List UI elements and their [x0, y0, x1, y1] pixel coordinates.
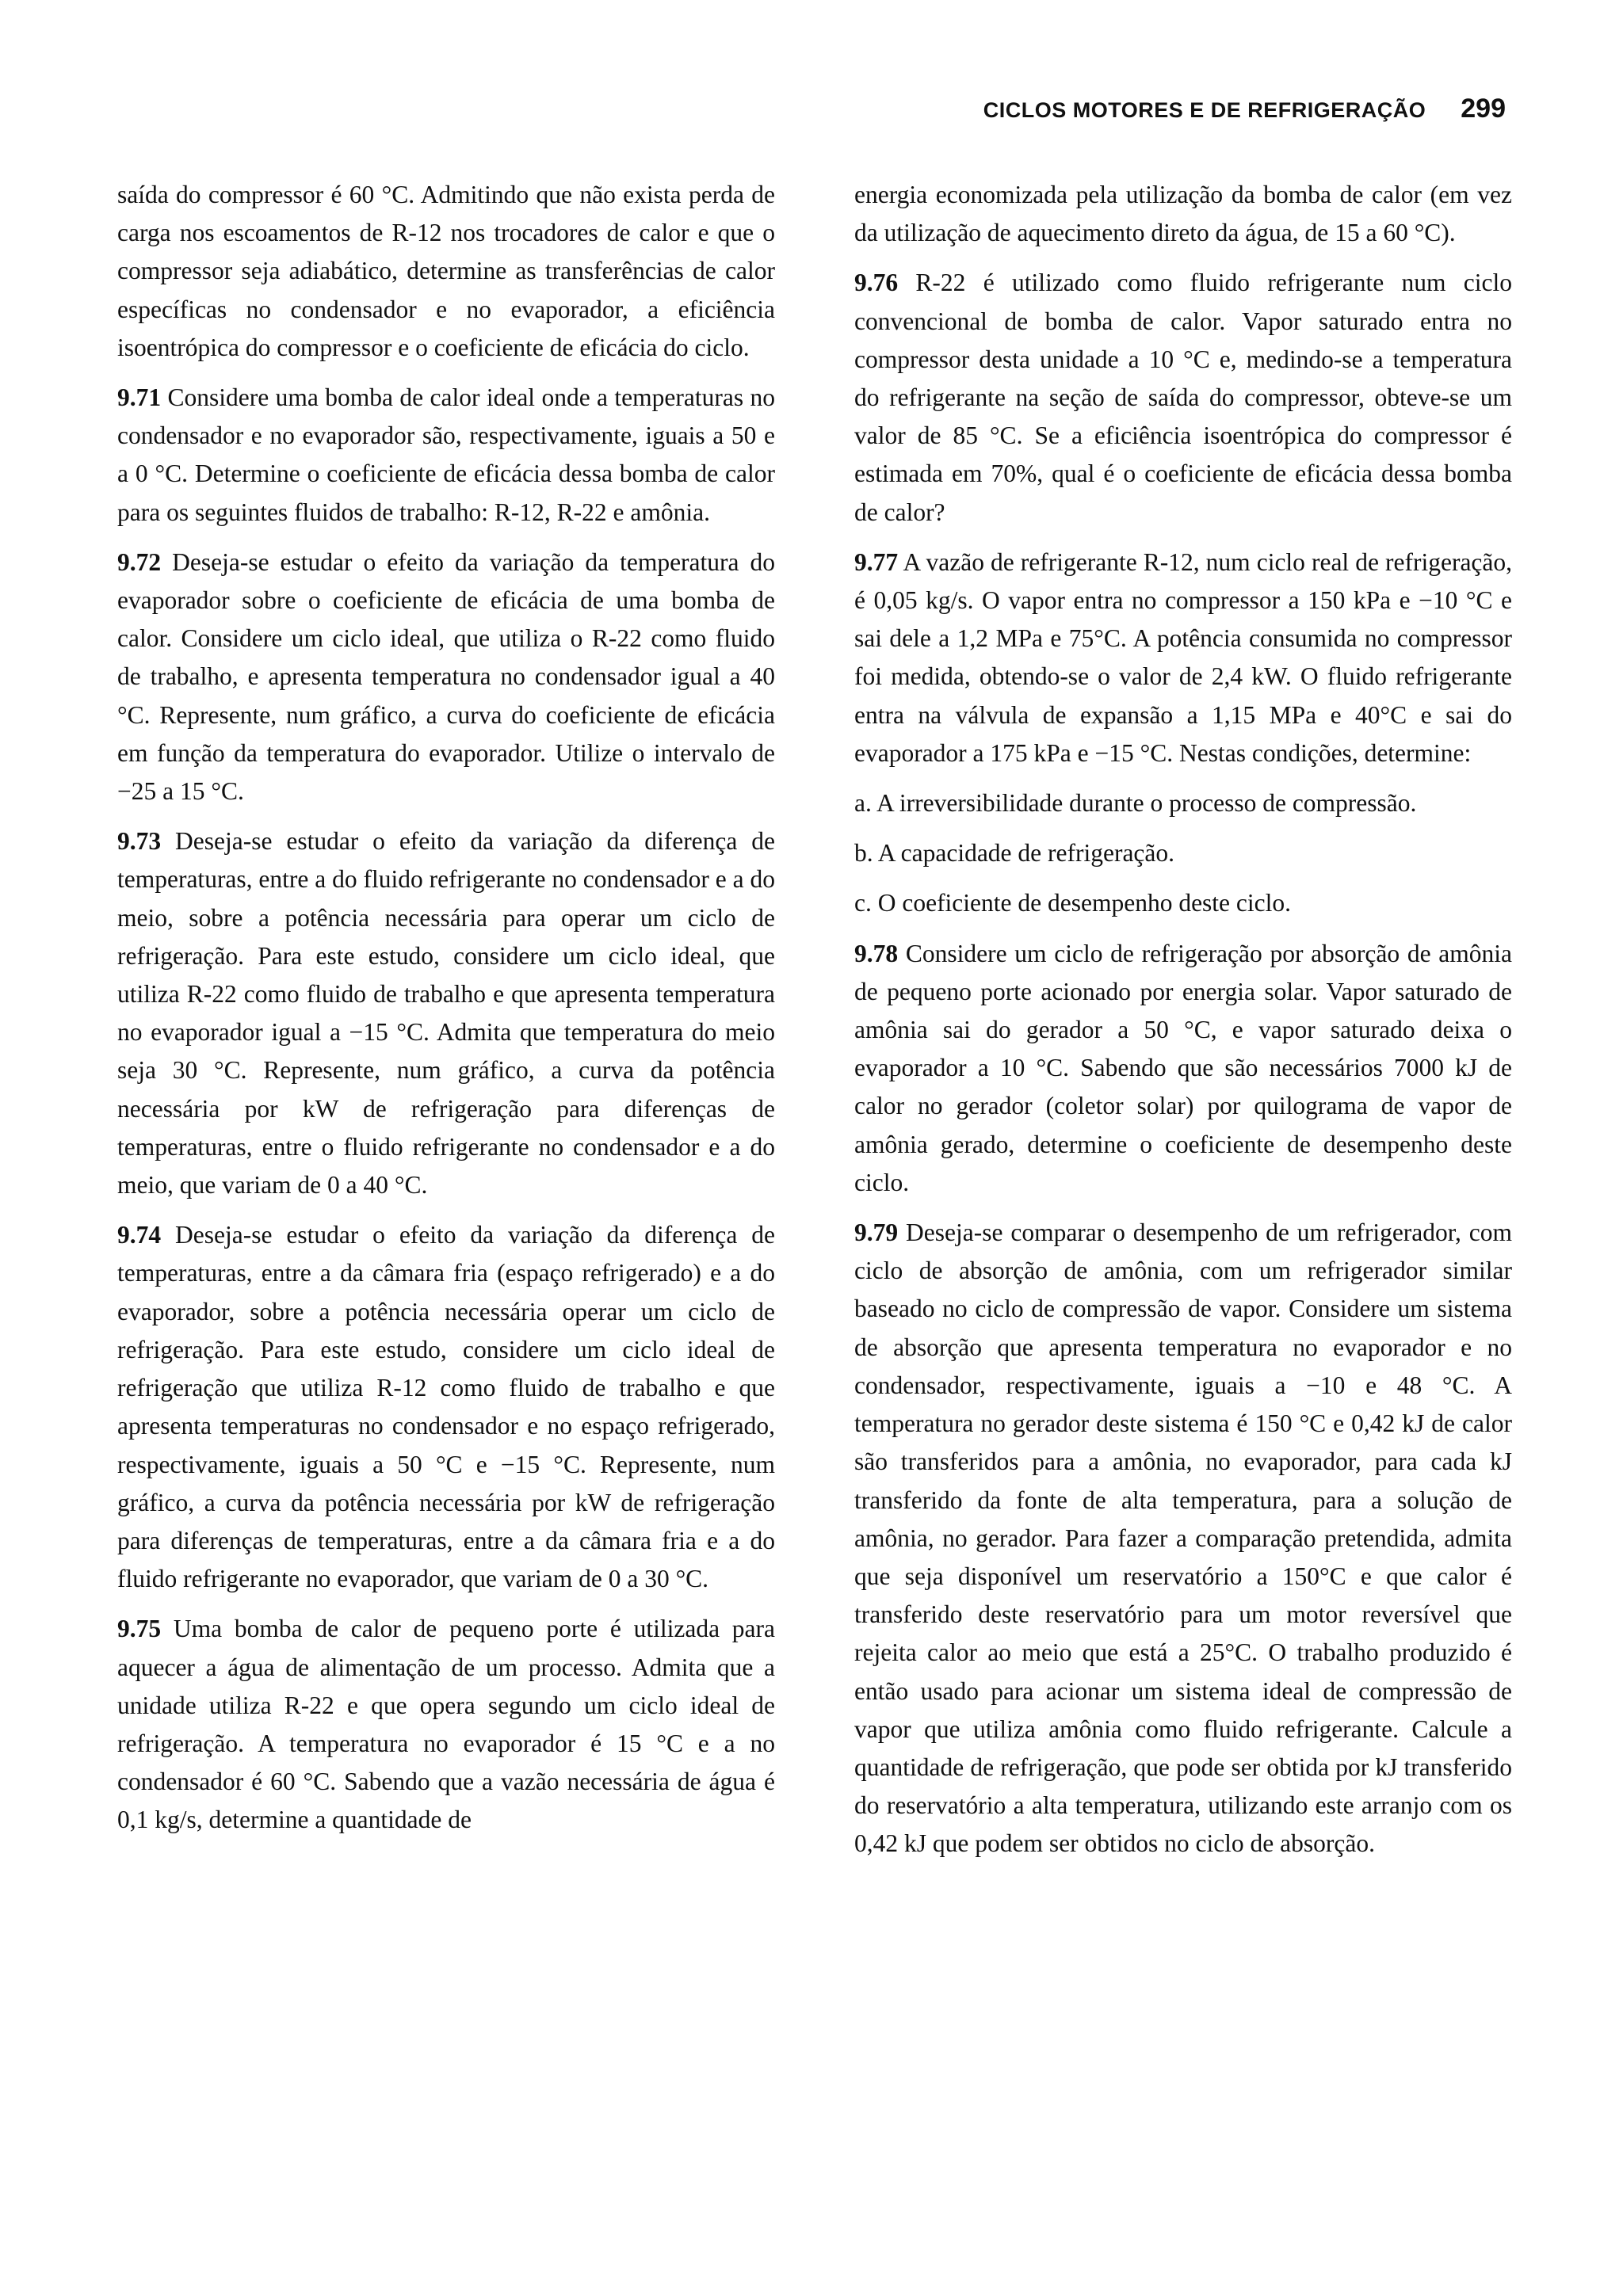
sub-item-text: a. A irreversibilidade durante o processo de compressão. — [854, 789, 1417, 818]
paragraph — [117, 176, 775, 367]
problem-text: Deseja-se estudar o efeito da variação da temperatura do evaporador sobre o coeficiente de eficácia de uma bomba de calor. Considere um ciclo ideal, que utiliza o R-22 como fluido de trabalho, e apresenta temperatura no condensador igual a 40 °C. Represente, num gráfico, a curva do coeficiente de eficácia em função da temperatura do evaporador. Utilize o intervalo de −25 a 15 °C. — [117, 547, 775, 806]
paragraph-text: energia economizada pela utilização da bomba de calor (em vez da utilização de aquecimento direto da água, de 15 a 60 °C). — [854, 181, 1512, 247]
sub-item-text: c. O coeficiente de desempenho deste ciclo. — [854, 889, 1292, 917]
paragraph — [854, 176, 1512, 252]
sub-item-text: b. A capacidade de refrigeração. — [854, 839, 1175, 868]
problem-9-71 — [117, 379, 775, 532]
problem-9-76 — [854, 264, 1512, 531]
page-number: 299 — [1461, 93, 1506, 124]
problem-number: 9.78 — [854, 939, 899, 967]
sub-item-a — [854, 784, 1512, 822]
problem-text: Uma bomba de calor de pequeno porte é utilizada para aquecer a água de alimentação de um processo. Admita que a unidade utiliza R-22 e que opera segundo um ciclo ideal de refrigeração. A temperatura no evaporador é 15 °C e a no condensador é 60 °C. Sabendo que a vazão necessária de água é 0,1 kg/s, determine a quantidade de — [117, 1615, 776, 1834]
problem-text: Deseja-se estudar o efeito da variação da diferença de temperaturas, entre a do fluido refrigerante no condensador e a do meio, sobre a potência necessária para operar um ciclo de refrigeração. Para este estudo, considere um ciclo ideal, que utiliza R-22 como fluido de trabalho e que apresenta temperatura no evaporador igual a −15 °C. Admita que temperatura do meio seja 30 °C. Represente, num gráfico, a curva da potência necessária por kW de refrigeração para diferenças de temperaturas, entre o fluido refrigerante no condensador e a do meio, que variam de 0 a 40 °C. — [117, 827, 776, 1199]
problem-9-74 — [117, 1216, 775, 1598]
problem-number: 9.76 — [854, 269, 899, 297]
problem-number: 9.71 — [117, 383, 162, 412]
problem-text: R-22 é utilizado como fluido refrigerante num ciclo convencional de bomba de calor. Vapor saturado entra no compressor desta unidade a 10 °C e, medindo-se a temperatura do refrigerante na seção de saída do compressor, obteve-se um valor de 85 °C. Se a eficiência isoentrópica do compressor é estimada em 70%, qual é o coeficiente de eficácia dessa bomba de calor? — [854, 269, 1513, 526]
problem-number: 9.73 — [117, 827, 162, 856]
problem-text: Deseja-se comparar o desempenho de um refrigerador, com ciclo de absorção de amônia, com um refrigerador similar baseado no ciclo de compressão de vapor. Considere um sistema de absorção que apresenta temperatura no evaporador e no condensador, respectivamente, iguais a −10 e 48 °C. A temperatura no gerador deste sistema é 150 °C e 0,42 kJ de calor são transferidos para a amônia, no evaporador, para cada kJ transferido da fonte de alta temperatura, para a solução de amônia, no gerador. Para fazer a comparação pretendida, admita que seja disponível um reservatório a 150°C e que calor é transferido deste reservatório para um motor reversível que rejeita calor ao meio que está a 25°C. O trabalho produzido é então usado para acionar um sistema ideal de compressão de vapor que utiliza amônia como fluido refrigerante. Calcule a quantidade de refrigeração, que pode ser obtida por kJ transferido do reservatório a alta temperatura, utilizando este arranjo com os 0,42 kJ que podem ser obtidos no ciclo de absorção. — [854, 1219, 1512, 1858]
problem-9-73 — [117, 822, 775, 1204]
problem-9-75 — [117, 1610, 775, 1839]
problem-9-78 — [854, 935, 1512, 1202]
right-column — [854, 176, 1512, 1875]
problem-text: Considere um ciclo de refrigeração por absorção de amônia de pequeno porte acionado por energia solar. Vapor saturado de amônia sai do gerador a 50 °C, e vapor saturado deixa o evaporador a 10 °C. Sabendo que são necessários 7000 kJ de calor no gerador (coletor solar) por quilograma de vapor de amônia gerado, determine o coeficiente de desempenho deste ciclo. — [854, 939, 1512, 1196]
problem-text: Considere uma bomba de calor ideal onde a temperaturas no condensador e no evaporador são, respectivamente, iguais a 50 e a 0 °C. Determine o coeficiente de eficácia dessa bomba de calor para os seguintes fluidos de trabalho: R-12, R-22 e amônia. — [117, 383, 775, 526]
sub-item-c — [854, 884, 1512, 922]
problem-text: Deseja-se estudar o efeito da variação da diferença de temperaturas, entre a da câmara fria (espaço refrigerado) e a do evaporador, sobre a potência necessária operar um ciclo de refrigeração. Para este estudo, considere um ciclo ideal de refrigeração que utiliza R-12 como fluido de trabalho e que apresenta temperaturas no condensador e no espaço refrigerado, respectivamente, iguais a 50 °C e −15 °C. Represente, num gráfico, a curva da potência necessária por kW de refrigeração para diferenças de temperaturas, entre a da câmara fria e a do fluido refrigerante no evaporador, que variam de 0 a 30 °C. — [117, 1221, 775, 1593]
problem-number: 9.74 — [117, 1221, 162, 1249]
problem-number: 9.72 — [117, 547, 162, 576]
problem-number: 9.75 — [117, 1615, 162, 1643]
problem-number: 9.79 — [854, 1219, 899, 1247]
problem-9-77 — [854, 543, 1512, 772]
problem-number: 9.77 — [854, 547, 899, 576]
problem-text: A vazão de refrigerante R-12, num ciclo real de refrigeração, é 0,05 kg/s. O vapor entra no compressor a 150 kPa e −10 °C e sai dele a 1,2 MPa e 75°C. A potência consumida no compressor foi medida, obtendo-se o valor de 2,4 kW. O fluido refrigerante entra na válvula de expansão a 1,15 MPa e 40°C e sai do evaporador a 175 kPa e −15 °C. Nestas condições, determine: — [854, 547, 1513, 767]
problem-9-79 — [854, 1214, 1512, 1863]
running-header — [983, 93, 1506, 124]
problem-9-72 — [117, 543, 775, 810]
paragraph-text: saída do compressor é 60 °C. Admitindo que não exista perda de carga nos escoamentos de R-12 nos trocadores de calor e que o compressor seja adiabático, determine as transferências de calor específicas no condensador e no evaporador, a eficiência isoentrópica do compressor e o coeficiente de eficácia do ciclo. — [117, 181, 775, 361]
sub-item-b — [854, 834, 1512, 872]
left-column — [117, 176, 775, 1852]
section-title: CICLOS MOTORES E DE REFRIGERAÇÃO — [983, 98, 1426, 122]
